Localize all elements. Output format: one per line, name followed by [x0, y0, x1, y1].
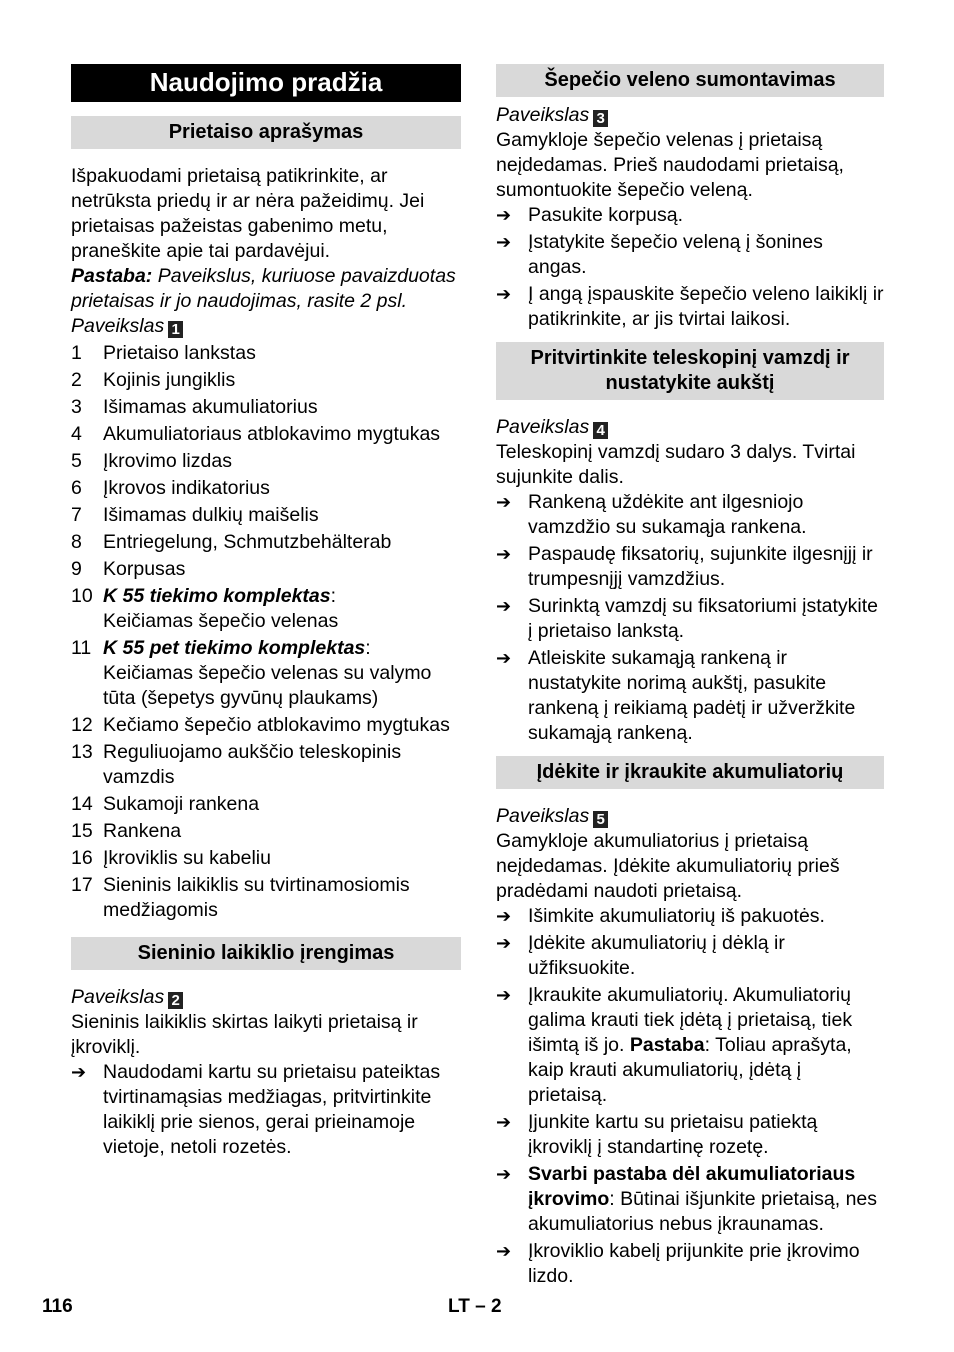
telescopic-intro: Teleskopinį vamzdį sudaro 3 dalys. Tvirtai sujunkite dalis. — [496, 441, 856, 488]
arrow-right-icon: ➔ — [496, 648, 512, 668]
arrow-right-icon: ➔ — [496, 205, 512, 225]
list-item: 13 Reguliuojamo aukščio teleskopinis vamzdis — [71, 741, 402, 788]
arrow-right-icon: ➔ — [496, 596, 512, 616]
figure-ref-5: Paveikslas 5 — [496, 804, 884, 829]
note-text: Paveikslus, kuriuose pavaizduotas prietaisas ir jo naudojimas, rasite 2 psl. — [71, 265, 456, 312]
list-item: 3 Išimamas akumuliatorius — [71, 396, 318, 418]
step-item: ➔ Išimkite akumuliatorių iš pakuotės. — [496, 905, 825, 927]
step-item: ➔ Įdėkite akumuliatorių į dėklą ir užfiksuokite. — [496, 932, 785, 979]
arrow-right-icon: ➔ — [496, 232, 512, 252]
step-item: ➔ Svarbi pastaba dėl akumuliatoriaus įkrovimo: Būtinai išjunkite prietaisą, nes akumuliatorius nebus įkraunamas. — [496, 1163, 878, 1235]
arrow-right-icon: ➔ — [496, 1241, 512, 1261]
list-item: 9 Korpusas — [71, 558, 186, 580]
figure-number-icon: 5 — [593, 811, 608, 828]
page-number: 116 — [42, 1296, 73, 1317]
language-page-label: LT – 2 — [448, 1296, 502, 1317]
arrow-right-icon: ➔ — [496, 492, 512, 512]
step-item: ➔ Į angą įspauskite šepečio veleno laikiklį ir patikrinkite, ar jis tvirtai laikosi. — [496, 283, 884, 330]
section-heading-wall-holder: Sieninio laikiklio įrengimas — [71, 937, 461, 970]
arrow-right-icon: ➔ — [496, 1164, 512, 1184]
page-title: Naudojimo pradžia — [71, 64, 461, 102]
step-item: ➔ Surinktą vamzdį su fiksatoriumi įstatykite į prietaiso lankstą. — [496, 595, 879, 642]
step-item: ➔ Paspaudę fiksatorių, sujunkite ilgesnįjį ir trumpesnįjį vamzdžius. — [496, 543, 873, 590]
step-item: ➔ Įkroviklio kabelį prijunkite prie įkrovimo lizdo. — [496, 1240, 860, 1287]
list-item: 11 K 55 pet tiekimo komplektas: Keičiamas šepečio velenas su valymo tūta (šepetys gyvūnų plaukams) — [71, 637, 432, 709]
figure-number-icon: 2 — [168, 992, 183, 1009]
list-item: 10 K 55 tiekimo komplektas: Keičiamas šepečio velenas — [71, 585, 339, 632]
list-item: 8 Entriegelung, Schmutzbehälterab — [71, 531, 392, 553]
list-item: 7 Išimamas dulkių maišelis — [71, 504, 319, 526]
list-item: 15 Rankena — [71, 820, 182, 842]
arrow-right-icon: ➔ — [496, 933, 512, 953]
parts-list — [71, 341, 461, 923]
figure-ref-4: Paveikslas 4 — [496, 415, 884, 440]
section-heading-battery: Įdėkite ir įkraukite akumuliatorių — [496, 756, 884, 789]
figure-number-icon: 3 — [593, 110, 608, 127]
list-item: 12 Kečiamo šepečio atblokavimo mygtukas — [71, 714, 450, 736]
section-heading-telescopic-tube: Pritvirtinkite teleskopinį vamzdį ir nustatykite aukštį — [496, 342, 884, 400]
step-item: ➔ Rankeną uždėkite ant ilgesniojo vamzdžio su sukamąja rankena. — [496, 491, 807, 538]
intro-paragraph: Išpakuodami prietaisą patikrinkite, ar netrūksta priedų ir ar nėra pažeidimų. Jei prietaisas pažeistas gabenimo metu, praneškite apie tai pardavėjui. — [71, 165, 425, 262]
right-column — [496, 64, 884, 1291]
arrow-right-icon: ➔ — [496, 544, 512, 564]
kit-name: K 55 tiekimo komplektas — [103, 585, 331, 607]
arrow-right-icon: ➔ — [496, 906, 512, 926]
step-item: ➔ Įkraukite akumuliatorių. Akumuliatorių galima krauti tiek įdėtą į prietaisą, tiek išimtą iš jo. Pastaba: Toliau aprašyta, kaip krauti akumuliatorių, įdėtą į prietaisą. — [496, 984, 853, 1106]
list-item: 6 Įkrovos indikatorius — [71, 477, 270, 499]
arrow-right-icon: ➔ — [496, 1112, 512, 1132]
battery-intro: Gamykloje akumuliatorius į prietaisą neįdedamas. Įdėkite akumuliatorių prieš pradėdami naudoti prietaisą. — [496, 830, 840, 902]
note-label: Pastaba: — [71, 265, 153, 287]
wall-holder-intro: Sieninis laikiklis skirtas laikyti prietaisą ir įkroviklį. — [71, 1011, 418, 1058]
list-item: 14 Sukamoji rankena — [71, 793, 260, 815]
figure-number-icon: 1 — [168, 321, 183, 338]
figure-ref-1 — [71, 314, 461, 339]
note-paragraph — [71, 264, 461, 314]
left-column — [71, 64, 461, 1162]
list-item: 4 Akumuliatoriaus atblokavimo mygtukas — [71, 423, 441, 445]
figure-ref-2: Paveikslas 2 — [71, 985, 461, 1010]
figure-number-icon: 4 — [593, 422, 608, 439]
section-heading-brush-roller: Šepečio veleno sumontavimas — [496, 64, 884, 97]
figure-ref-3: Paveikslas 3 — [496, 103, 884, 128]
list-item: 5 Įkrovimo lizdas — [71, 450, 232, 472]
list-item: 1 Prietaiso lankstas — [71, 342, 256, 364]
arrow-right-icon: ➔ — [71, 1062, 87, 1082]
list-item: 17 Sieninis laikiklis su tvirtinamosiomis medžiagomis — [71, 874, 410, 921]
step-item: ➔ Įjunkite kartu su prietaisu patiektą įkroviklį į standartinę rozetę. — [496, 1111, 818, 1158]
step-item: ➔ Įstatykite šepečio veleną į šonines angas. — [496, 231, 823, 278]
arrow-right-icon: ➔ — [496, 985, 512, 1005]
section-heading-device-description: Prietaiso aprašymas — [71, 116, 461, 149]
kit-name: K 55 pet tiekimo komplektas — [103, 637, 366, 659]
brush-roller-intro: Gamykloje šepečio velenas į prietaisą neįdedamas. Prieš naudodami prietaisą, sumontuokite šepečio veleną. — [496, 129, 844, 201]
list-item: 2 Kojinis jungiklis — [71, 369, 236, 391]
arrow-right-icon: ➔ — [496, 284, 512, 304]
figure-label: Paveikslas — [71, 315, 165, 337]
step-item: ➔ Atleiskite sukamąją rankeną ir nustatykite norimą aukštį, pasukite rankeną į reikiamą padėtį ir užveržkite sukamąją rankeną. — [496, 647, 856, 744]
step-item: ➔ Pasukite korpusą. — [496, 204, 684, 226]
list-item: 16 Įkroviklis su kabeliu — [71, 847, 271, 869]
step-item: ➔ Naudodami kartu su prietaisu pateiktas tvirtinamąsias medžiagas, pritvirtinkite laikiklį prie sienos, gerai prieinamoje vietoje, netoli rozetės. — [71, 1061, 441, 1158]
